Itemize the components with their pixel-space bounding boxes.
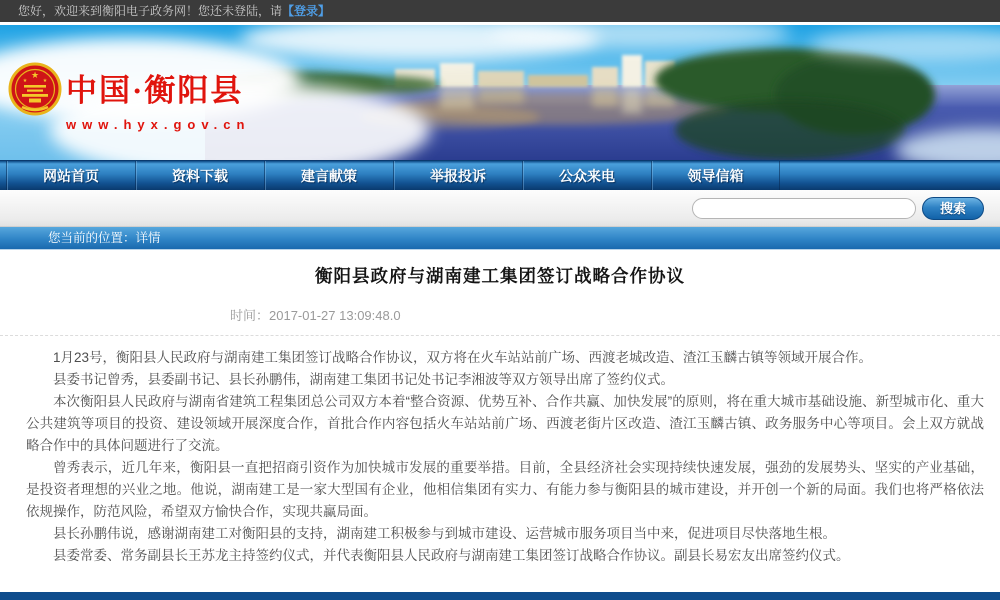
main-nav	[0, 160, 1000, 190]
site-logo[interactable]	[66, 65, 250, 132]
paragraph: 县长孙鹏伟说，感谢湖南建工对衡阳县的支持，湖南建工积极参与到城市建设、运营城市服务项目当中来，促进项目尽快落地生根。	[53, 526, 836, 541]
article-content	[0, 250, 1000, 592]
nav-item-complaints[interactable]: 举报投诉	[393, 161, 522, 190]
search-bar	[0, 190, 1000, 227]
time-label: 时间：	[230, 308, 270, 323]
paragraph: 县委书记曾秀，县委副书记、县长孙鹏伟，湖南建工集团书记处书记李湘波等双方领导出席了签约仪式。	[53, 372, 674, 387]
svg-text:★: ★	[30, 70, 40, 80]
nav-item-suggestions[interactable]: 建言献策	[264, 161, 393, 190]
greeting-text: 您好，欢迎来到衡阳电子政务网！您还未登陆，请	[18, 4, 283, 18]
article-body	[0, 336, 1000, 567]
svg-text:★: ★	[42, 78, 48, 84]
site-name: 中国·衡阳县	[66, 73, 244, 108]
search-input[interactable]	[692, 198, 916, 219]
breadcrumb: 您当前的位置：详情	[0, 227, 1000, 250]
site-banner	[0, 25, 1000, 160]
svg-text:★: ★	[22, 78, 28, 84]
paragraph: 县委常委、常务副县长王苏龙主持签约仪式，并代表衡阳县人民政府与湖南建工集团签订战略合作协议。副县长易宏友出席签约仪式。	[53, 548, 850, 563]
nav-item-leader-mailbox[interactable]: 领导信箱	[651, 161, 780, 190]
article-time	[230, 305, 1000, 324]
nav-item-home[interactable]: 网站首页	[6, 161, 135, 190]
footer-strip	[0, 592, 1000, 600]
login-link[interactable]: 【登录】	[282, 4, 331, 18]
paragraph: 1月23号，衡阳县人民政府与湖南建工集团签订战略合作协议，双方将在火车站站前广场、西渡老城改造、渣江玉麟古镇等领域开展合作。	[53, 350, 873, 365]
top-greeting-bar	[0, 0, 1000, 22]
time-value: 2017-01-27 13:09:48.0	[269, 308, 401, 323]
site-url: www.hyx.gov.cn	[66, 117, 251, 132]
search-button[interactable]: 搜索	[922, 197, 984, 220]
nav-item-public-calls[interactable]: 公众来电	[522, 161, 651, 190]
paragraph: 本次衡阳县人民政府与湖南省建筑工程集团总公司双方本着“整合资源、优势互补、合作共赢、加快发展”的原则，将在重大城市基础设施、新型城市化、重大公共建筑等项目的投资、建设领域开展深度合作，首批合作内容包括火车站站前广场、西渡老街片区改造、渣江玉麟古镇、政务服务中心等项目。会上双方就战略合作中的具体问题进行了交流。	[26, 394, 984, 453]
national-emblem-icon	[8, 61, 62, 117]
article-title: 衡阳县政府与湖南建工集团签订战略合作协议	[315, 266, 685, 286]
paragraph: 曾秀表示，近几年来，衡阳县一直把招商引资作为加快城市发展的重要举措。目前，全县经济社会实现持续快速发展，强劲的发展势头、坚实的产业基础，是投资者理想的兴业之地。他说，湖南建工是一家大型国有企业，他相信集团有实力、有能力参与衡阳县的城市建设，并开创一个新的局面。我们也将严格依法依规操作，防范风险，希望双方愉快合作，实现共赢局面。	[26, 460, 984, 519]
nav-item-downloads[interactable]: 资料下载	[135, 161, 264, 190]
